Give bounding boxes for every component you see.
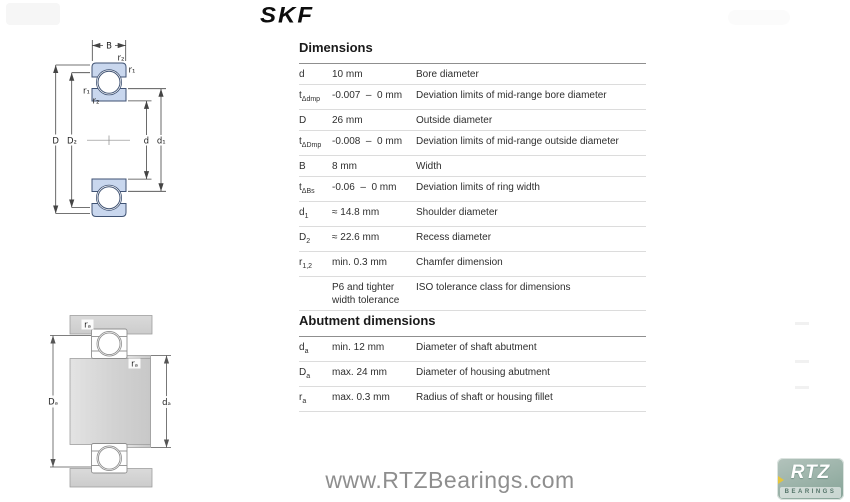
chamfer-r1-right-label: r₁	[128, 65, 136, 76]
dimensions-table	[299, 63, 646, 311]
dimension-row	[299, 252, 646, 277]
symbol-cell: $t_{\Delta Dmp}$	[299, 136, 322, 149]
edge-artifact	[795, 322, 809, 325]
description-cell: Diameter of housing abutment	[416, 367, 550, 378]
skf-logo: SKF	[260, 3, 314, 28]
shoulder-diameter-label: d₁	[156, 136, 166, 147]
description-cell: Recess diameter	[416, 232, 492, 243]
dimension-row	[299, 202, 646, 227]
chamfer-r2-top-label: r₂	[117, 53, 125, 64]
description-cell: Deviation limits of mid-range bore diameter	[416, 90, 607, 101]
chamfer-r2-left-label: r₂	[92, 96, 100, 107]
symbol-cell: $d_a$	[299, 342, 309, 355]
description-cell: Outside diameter	[416, 115, 493, 126]
value-cell: P6 and tighter width tolerance	[332, 282, 400, 306]
value-cell: ≈ 22.6 mm	[332, 232, 380, 243]
abutment-section-title: Abutment dimensions	[299, 313, 436, 328]
recess-diameter-label: D₂	[67, 136, 77, 147]
housing-abutment-diameter-label: Dₐ	[48, 397, 58, 408]
fillet-ra-top-label: rₐ	[84, 320, 91, 331]
symbol-cell: D	[299, 115, 307, 126]
dimensions-section-title: Dimensions	[299, 40, 373, 55]
outside-diameter-label: D	[52, 136, 59, 147]
dimension-row	[299, 227, 646, 252]
fillet-ra-mid-label: rₐ	[131, 359, 138, 370]
rtz-logo-text: RTZ	[790, 462, 831, 483]
value-cell: ≈ 14.8 mm	[332, 207, 380, 218]
value-cell: max. 24 mm	[332, 367, 388, 378]
description-cell: Deviation limits of mid-range outside diameter	[416, 136, 619, 147]
value-cell: max. 0.3 mm	[332, 392, 390, 403]
symbol-cell: d	[299, 69, 305, 80]
symbol-cell: $t_{\Delta Bs}$	[299, 182, 315, 195]
shaft-abutment-diameter-label: dₐ	[162, 398, 171, 408]
abutment-dimensions-table	[299, 336, 646, 412]
description-cell: Width	[416, 161, 442, 172]
rtz-watermark-text: www.RTZBearings.com	[325, 467, 575, 493]
dimension-row	[299, 277, 646, 311]
description-cell: ISO tolerance class for dimensions	[416, 282, 571, 293]
symbol-cell: $d_1$	[299, 207, 309, 220]
value-cell: 10 mm	[332, 69, 363, 80]
center-axis-line	[87, 136, 130, 146]
bore-diameter-label: d	[143, 136, 150, 147]
bearing-cross-section-diagram	[40, 30, 175, 225]
abutment-row	[299, 362, 646, 387]
rtz-logo-subtext: BEARINGS	[780, 487, 841, 498]
abutment-row	[299, 337, 646, 362]
dimension-row	[299, 156, 646, 177]
faded-text-artifact	[728, 10, 790, 25]
value-cell: -0.008 – 0 mm	[332, 136, 403, 147]
faded-logo-artifact	[6, 3, 60, 25]
value-cell: min. 0.3 mm	[332, 257, 388, 268]
edge-artifact	[795, 360, 809, 363]
rtz-bearings-logo	[777, 458, 844, 500]
symbol-cell: $t_{\Delta dmp}$	[299, 90, 321, 103]
dimension-row	[299, 64, 646, 85]
symbol-cell: B	[299, 161, 306, 172]
chamfer-r1-left-label: r₁	[83, 86, 90, 97]
symbol-cell: $r_a$	[299, 392, 307, 405]
edge-artifact	[795, 386, 809, 389]
symbol-cell: $r_{1,2}$	[299, 257, 313, 270]
value-cell: min. 12 mm	[332, 342, 385, 353]
description-cell: Radius of shaft or housing fillet	[416, 392, 553, 403]
description-cell: Bore diameter	[416, 69, 479, 80]
value-cell: -0.007 – 0 mm	[332, 90, 403, 101]
description-cell: Shoulder diameter	[416, 207, 498, 218]
description-cell: Deviation limits of ring width	[416, 182, 540, 193]
value-cell: 26 mm	[332, 115, 363, 126]
description-cell: Diameter of shaft abutment	[416, 342, 537, 353]
symbol-cell: $D_2$	[299, 232, 311, 245]
dimension-row	[299, 177, 646, 202]
value-cell: 8 mm	[332, 161, 357, 172]
symbol-cell: $D_a$	[299, 367, 311, 380]
dimension-row	[299, 110, 646, 131]
dimension-row	[299, 131, 646, 156]
abutment-row	[299, 387, 646, 412]
abutment-mounting-diagram	[35, 302, 185, 498]
description-cell: Chamfer dimension	[416, 257, 503, 268]
width-dim-label: B	[106, 41, 112, 52]
shaft	[70, 356, 151, 448]
value-cell: -0.06 – 0 mm	[332, 182, 397, 193]
dimension-row	[299, 85, 646, 110]
